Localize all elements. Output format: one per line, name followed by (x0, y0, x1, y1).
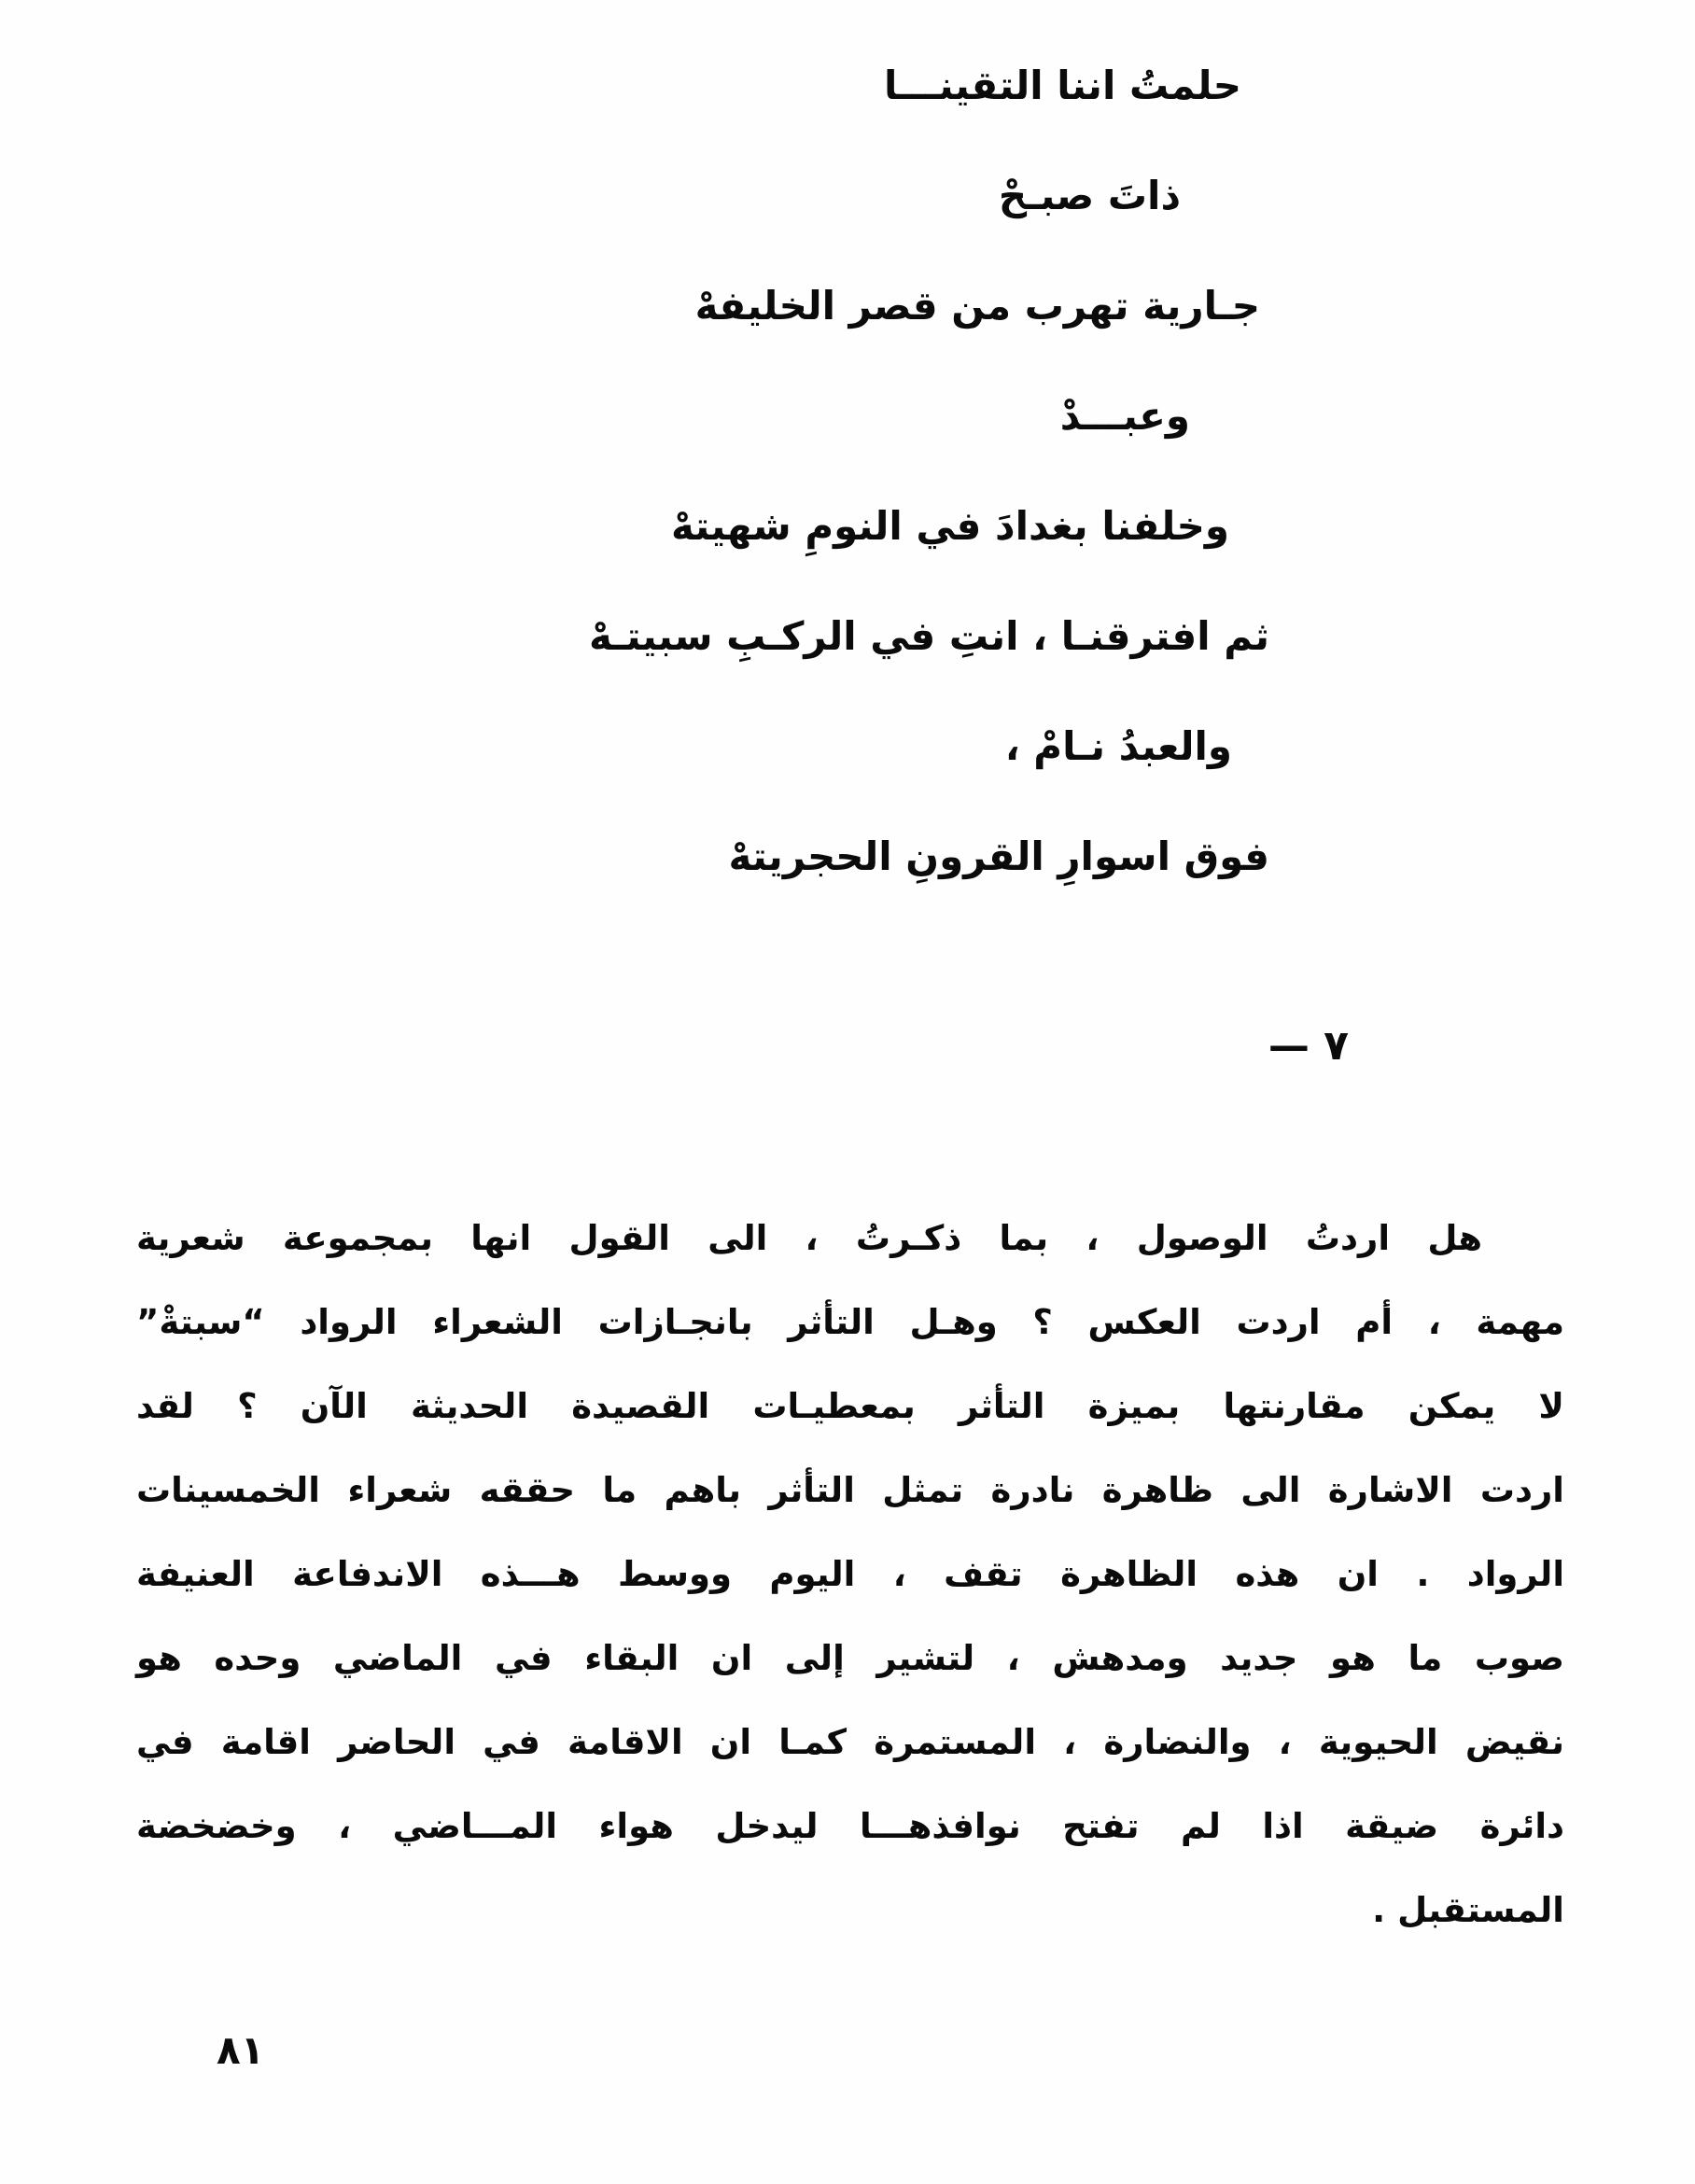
prose-line: هل اردتُ الوصول ، بما ذكـرتُ ، الى القول انها بمجموعة شعرية (136, 1218, 1482, 1258)
poem-line: جـارية تهرب من قصر الخليفهْ (694, 283, 1260, 329)
page-number: ٨١ (217, 2027, 265, 2073)
poem-line: حلمتُ اننا التقينـــا (883, 63, 1241, 108)
prose-line: صوب ما هو جديد ومدهش ، لتشير إلى ان البقاء في الماضي وحده هو (136, 1638, 1564, 1678)
poem-block (373, 60, 1269, 941)
prose-line: لا يمكن مقارنتها بميزة التأثر بمعطيـات القصيدة الحديثة الآن ؟ لقد (136, 1386, 1564, 1426)
poem-line: فوق اسوارِ القرونِ الحجريتهْ (728, 833, 1269, 879)
prose-line: مهمة ، أم اردت العكس ؟ وهـل التأثر بانجـازات الشعراء الرواد “سبتةْ” (136, 1302, 1564, 1342)
prose-paragraph (136, 1197, 1564, 1953)
prose-line: اردت الاشارة الى ظاهرة نادرة تمثل التأثر باهم ما حققه شعراء الخمسينات (136, 1470, 1564, 1510)
prose-line: دائرة ضيقة اذا لم تفتح نوافذهـــا ليدخل هواء المـــاضي ، وخضخضة (136, 1806, 1564, 1846)
prose-line: الرواد . ان هذه الظاهرة تقف ، اليوم ووسط هـــذه الاندفاعة العنيفة (136, 1554, 1564, 1594)
prose-line: نقيض الحيوية ، والنضارة ، المستمرة كمـا ان الاقامة في الحاضر اقامة في (136, 1722, 1564, 1762)
poem-line: والعبدُ نـامْ ، (1004, 723, 1232, 769)
poem-line: وعبـــدْ (1059, 393, 1190, 439)
poem-line: ثم افترقنـا ، انتِ في الركـبِ سبيتـهْ (588, 613, 1269, 659)
prose-line: المستقبل . (1372, 1890, 1564, 1930)
poem-line: ذاتَ صبـحْ (998, 173, 1181, 218)
section-number-marker: — ٧ (1268, 1022, 1349, 1070)
poem-line: وخلفنا بغدادَ في النومِ شهيتهْ (670, 503, 1229, 549)
